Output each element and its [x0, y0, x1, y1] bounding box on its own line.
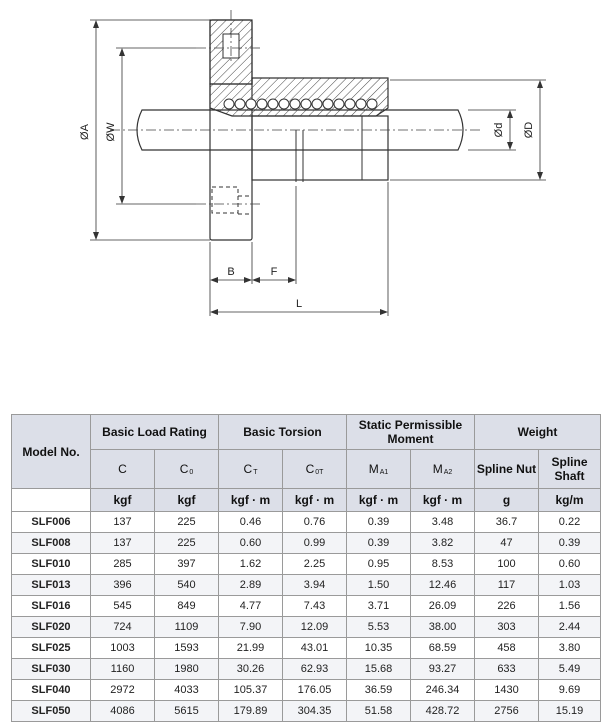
unit-ct: kgf · m	[219, 489, 283, 512]
cell-c: 137	[91, 533, 155, 554]
header-basic-load-rating: Basic Load Rating	[91, 415, 219, 450]
unit-c0t: kgf · m	[283, 489, 347, 512]
cell-c: 137	[91, 512, 155, 533]
cell-nut-weight: 303	[475, 617, 539, 638]
cell-c0t: 12.09	[283, 617, 347, 638]
cell-c0t: 7.43	[283, 596, 347, 617]
cell-ma2: 8.53	[411, 554, 475, 575]
cell-model: SLF006	[12, 512, 91, 533]
cell-c0: 4033	[155, 680, 219, 701]
cell-ma2: 26.09	[411, 596, 475, 617]
cell-nut-weight: 36.7	[475, 512, 539, 533]
cell-c0t: 0.99	[283, 533, 347, 554]
dim-label-W: ØW	[105, 122, 117, 142]
cell-ct: 1.62	[219, 554, 283, 575]
header-c0: C0	[155, 450, 219, 489]
header-c0t: C0T	[283, 450, 347, 489]
cell-ma1: 15.68	[347, 659, 411, 680]
table-row	[12, 659, 601, 680]
cell-ma2: 93.27	[411, 659, 475, 680]
cell-nut-weight: 226	[475, 596, 539, 617]
cell-ma1: 10.35	[347, 638, 411, 659]
table-row	[12, 617, 601, 638]
cell-model: SLF008	[12, 533, 91, 554]
table-row	[12, 512, 601, 533]
cell-c: 1160	[91, 659, 155, 680]
cell-ma1: 0.39	[347, 512, 411, 533]
cell-ct: 0.46	[219, 512, 283, 533]
spec-table	[11, 414, 601, 722]
dim-label-D: ØD	[523, 121, 535, 139]
cell-shaft-weight: 1.03	[539, 575, 601, 596]
spec-table-body	[12, 512, 601, 722]
dim-label-A: ØA	[79, 124, 91, 140]
cell-ma2: 3.48	[411, 512, 475, 533]
cell-ma1: 5.53	[347, 617, 411, 638]
header-ma2: MA2	[411, 450, 475, 489]
unit-c0: kgf	[155, 489, 219, 512]
cell-c0: 225	[155, 512, 219, 533]
cell-c0t: 0.76	[283, 512, 347, 533]
cell-model: SLF013	[12, 575, 91, 596]
cell-ma1: 1.50	[347, 575, 411, 596]
cell-model: SLF030	[12, 659, 91, 680]
dimension-lines	[90, 20, 546, 316]
unit-nut: g	[475, 489, 539, 512]
unit-c: kgf	[91, 489, 155, 512]
cell-c0t: 176.05	[283, 680, 347, 701]
table-row	[12, 701, 601, 722]
cell-c: 724	[91, 617, 155, 638]
cell-nut-weight: 633	[475, 659, 539, 680]
bolt-hole	[212, 187, 250, 214]
header-spline-shaft: Spline Shaft	[539, 450, 601, 489]
header-weight: Weight	[475, 415, 601, 450]
cell-shaft-weight: 0.60	[539, 554, 601, 575]
cell-shaft-weight: 0.22	[539, 512, 601, 533]
nut-lower	[252, 116, 388, 182]
cell-c0: 540	[155, 575, 219, 596]
table-row	[12, 680, 601, 701]
header-ct: CT	[219, 450, 283, 489]
unit-ma2: kgf · m	[411, 489, 475, 512]
cell-shaft-weight: 5.49	[539, 659, 601, 680]
cell-c: 396	[91, 575, 155, 596]
cell-c0: 849	[155, 596, 219, 617]
cell-ma2: 428.72	[411, 701, 475, 722]
cell-model: SLF025	[12, 638, 91, 659]
cell-ma1: 0.95	[347, 554, 411, 575]
cell-ct: 0.60	[219, 533, 283, 554]
cell-c: 2972	[91, 680, 155, 701]
cell-c0t: 62.93	[283, 659, 347, 680]
cell-shaft-weight: 2.44	[539, 617, 601, 638]
cell-nut-weight: 458	[475, 638, 539, 659]
cell-c0t: 304.35	[283, 701, 347, 722]
technical-drawing	[0, 0, 613, 330]
header-static-moment: Static Permissible Moment	[347, 415, 475, 450]
table-row	[12, 533, 601, 554]
dim-label-d: Ød	[493, 122, 505, 138]
dim-label-F: F	[270, 266, 278, 278]
cell-c0t: 3.94	[283, 575, 347, 596]
cell-nut-weight: 100	[475, 554, 539, 575]
table-row	[12, 554, 601, 575]
cell-shaft-weight: 9.69	[539, 680, 601, 701]
cell-c0: 1109	[155, 617, 219, 638]
cell-shaft-weight: 0.39	[539, 533, 601, 554]
cell-c0: 1980	[155, 659, 219, 680]
header-basic-torsion: Basic Torsion	[219, 415, 347, 450]
cell-model: SLF010	[12, 554, 91, 575]
cell-nut-weight: 47	[475, 533, 539, 554]
cell-model: SLF020	[12, 617, 91, 638]
cell-nut-weight: 1430	[475, 680, 539, 701]
unit-ma1: kgf · m	[347, 489, 411, 512]
table-row	[12, 596, 601, 617]
cell-shaft-weight: 15.19	[539, 701, 601, 722]
table-row	[12, 575, 601, 596]
cell-ma2: 246.34	[411, 680, 475, 701]
cell-c: 285	[91, 554, 155, 575]
header-c: C	[91, 450, 155, 489]
arrowheads	[93, 20, 543, 315]
cell-ct: 30.26	[219, 659, 283, 680]
cell-model: SLF050	[12, 701, 91, 722]
cell-ma2: 3.82	[411, 533, 475, 554]
unit-shaft: kg/m	[539, 489, 601, 512]
cell-ct: 4.77	[219, 596, 283, 617]
cell-ma1: 51.58	[347, 701, 411, 722]
cell-c: 1003	[91, 638, 155, 659]
cell-c0: 397	[155, 554, 219, 575]
header-spline-nut: Spline Nut	[475, 450, 539, 489]
cell-c0: 1593	[155, 638, 219, 659]
cell-model: SLF016	[12, 596, 91, 617]
cell-ct: 21.99	[219, 638, 283, 659]
cell-ma1: 36.59	[347, 680, 411, 701]
cell-c0t: 43.01	[283, 638, 347, 659]
cell-ma2: 68.59	[411, 638, 475, 659]
cell-shaft-weight: 3.80	[539, 638, 601, 659]
cell-ct: 179.89	[219, 701, 283, 722]
cell-nut-weight: 2756	[475, 701, 539, 722]
cell-c0: 5615	[155, 701, 219, 722]
cell-ma2: 12.46	[411, 575, 475, 596]
cell-c: 545	[91, 596, 155, 617]
cell-ct: 7.90	[219, 617, 283, 638]
cell-ct: 105.37	[219, 680, 283, 701]
header-ma1: MA1	[347, 450, 411, 489]
cell-ma2: 38.00	[411, 617, 475, 638]
cell-c0: 225	[155, 533, 219, 554]
cell-ma1: 3.71	[347, 596, 411, 617]
table-row	[12, 638, 601, 659]
cell-nut-weight: 117	[475, 575, 539, 596]
header-model: Model No.	[12, 415, 91, 489]
cell-c0t: 2.25	[283, 554, 347, 575]
cell-ct: 2.89	[219, 575, 283, 596]
cell-c: 4086	[91, 701, 155, 722]
cell-shaft-weight: 1.56	[539, 596, 601, 617]
cell-ma1: 0.39	[347, 533, 411, 554]
dim-label-L: L	[295, 298, 303, 310]
cell-model: SLF040	[12, 680, 91, 701]
dim-label-B: B	[227, 266, 235, 278]
